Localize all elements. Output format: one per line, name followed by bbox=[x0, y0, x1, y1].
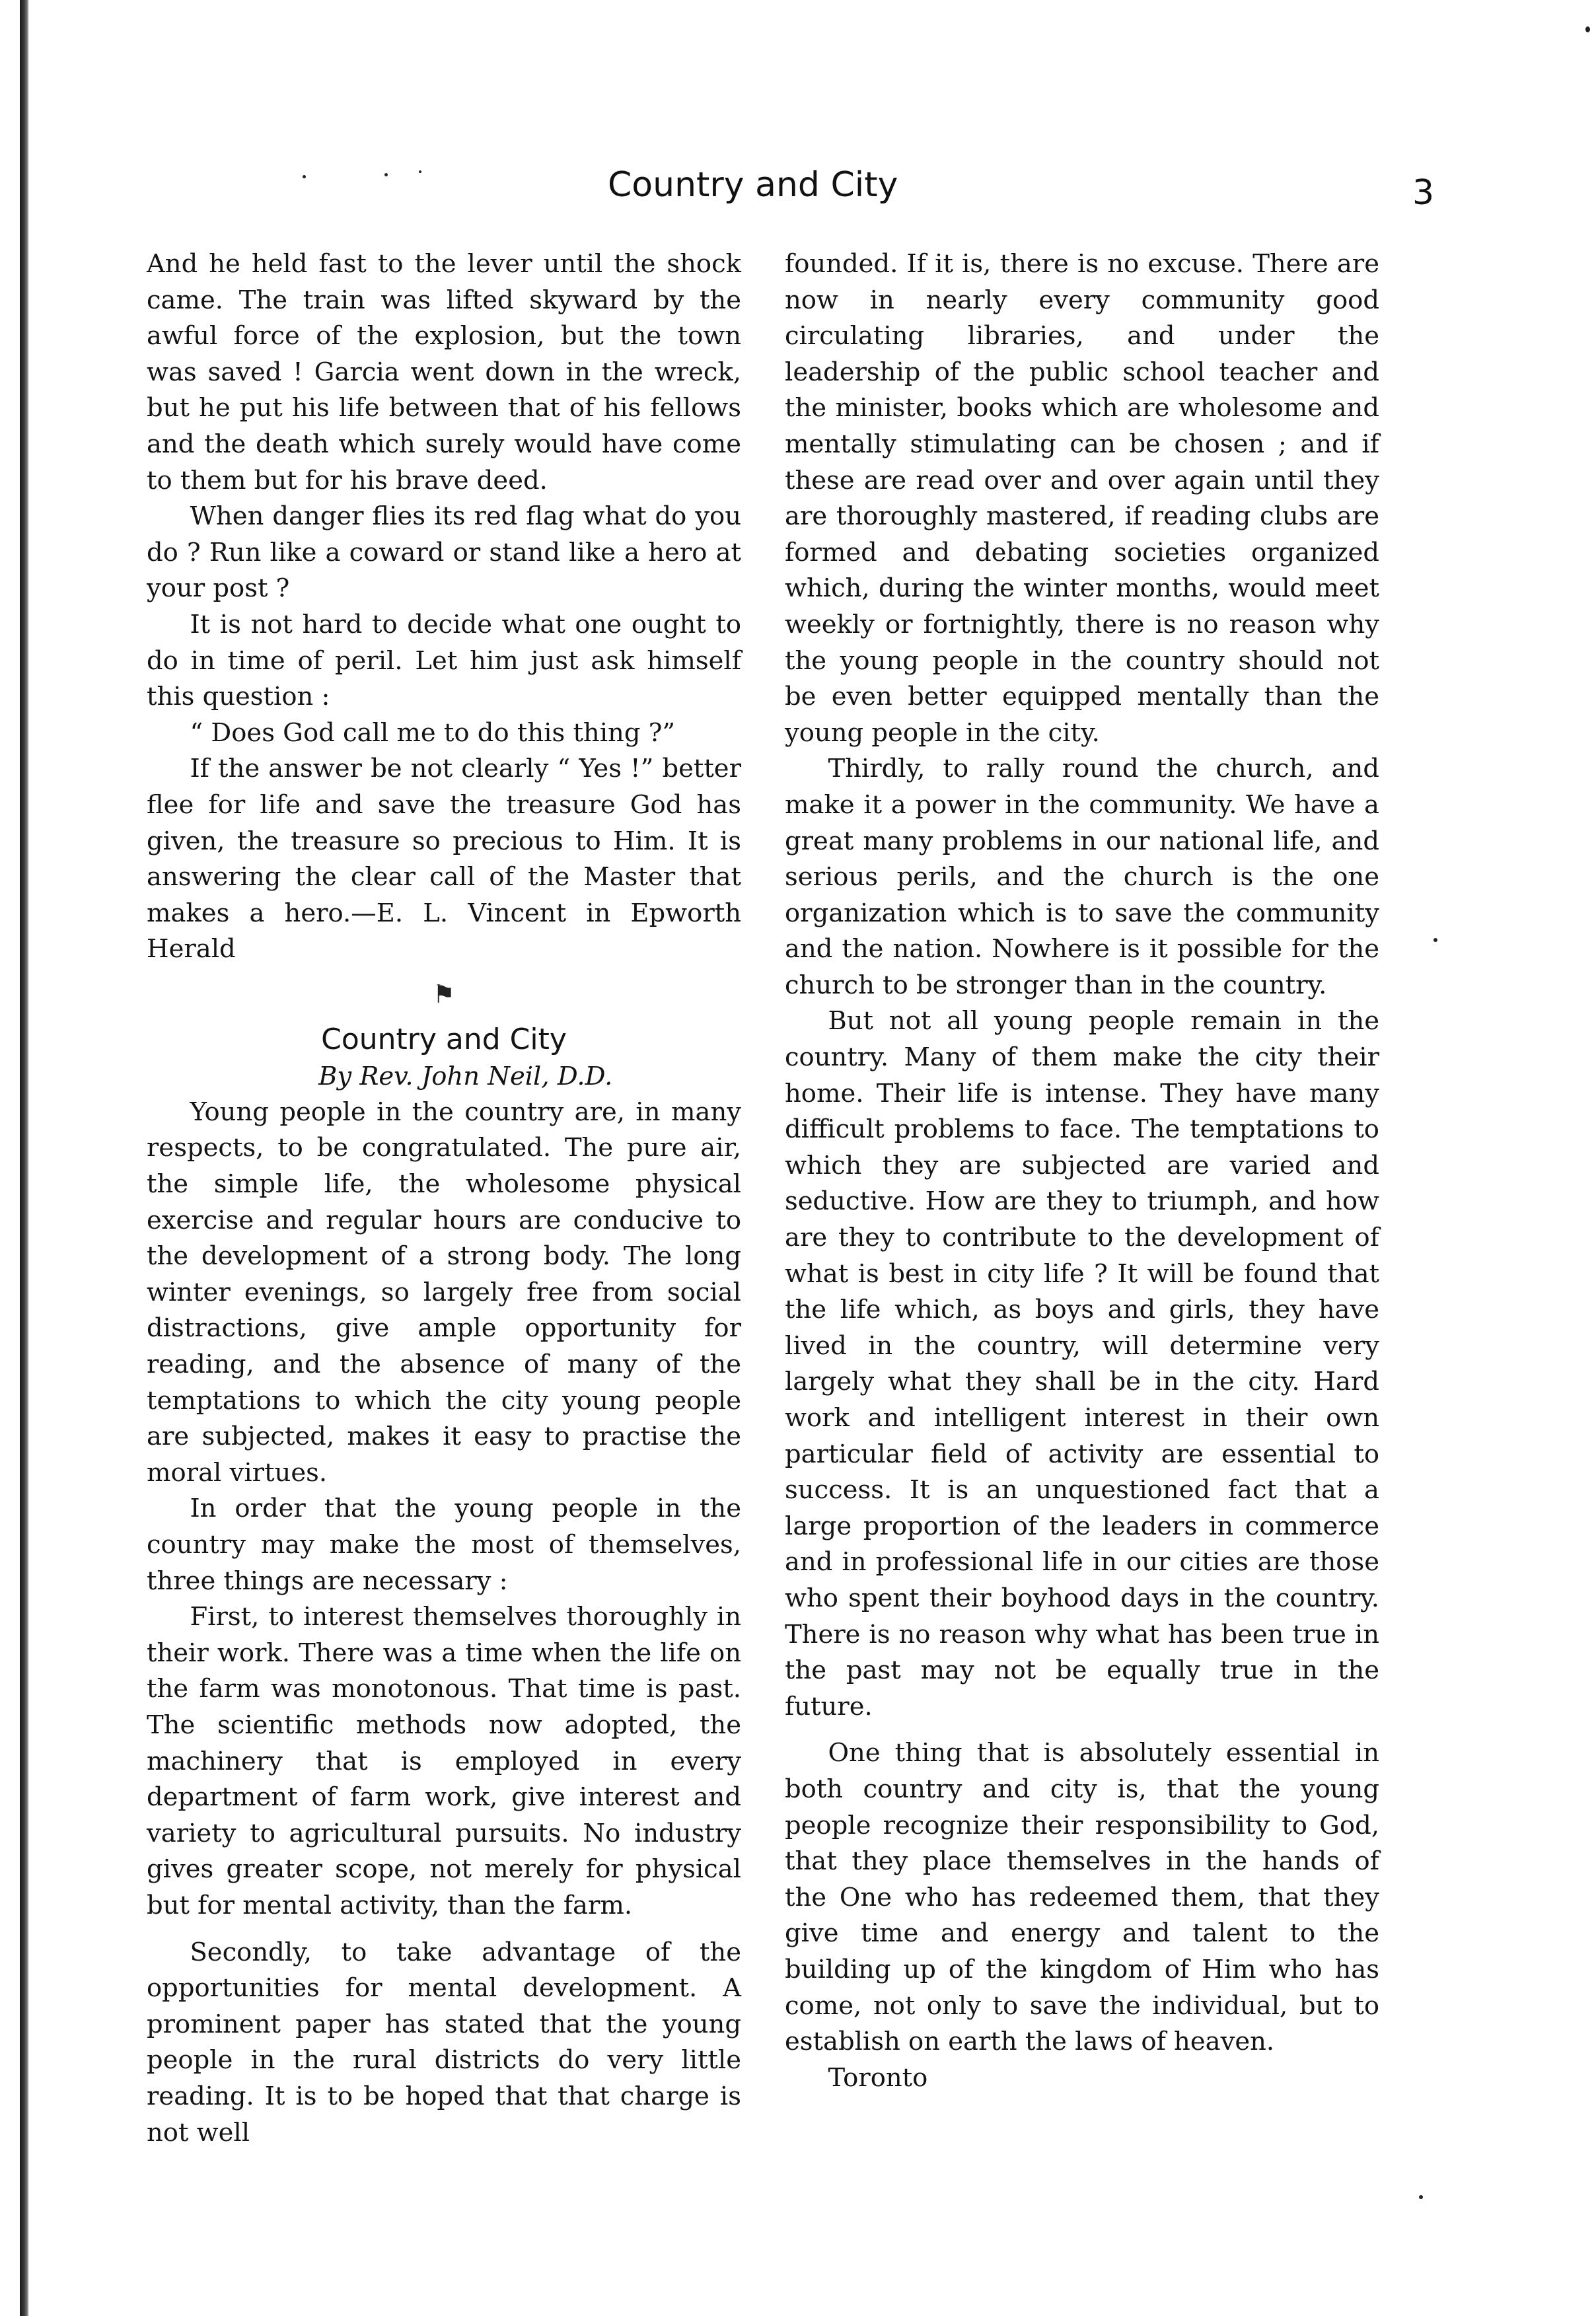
article-byline: By Rev. John Neil, D.D. bbox=[318, 1061, 613, 1091]
right-column bbox=[785, 246, 1379, 2096]
page-binding-edge bbox=[20, 0, 29, 2316]
article-paragraph: Thirdly, to rally round the church, and make it a power in the community. We have a great many problems in our national life, and serious perils, and the church is the one organization which is to save the community and the nation. Nowhere is it possible for the church to be stronger than in the country. bbox=[785, 754, 1379, 1000]
print-speck bbox=[419, 170, 421, 173]
article-title: Country and City bbox=[321, 1022, 567, 1056]
print-speck bbox=[303, 175, 306, 178]
page-header bbox=[0, 165, 1596, 218]
story-paragraph: It is not hard to decide what one ought to do in time of peril. Let him just ask himself this question : bbox=[147, 609, 741, 712]
story-paragraph: “ Does God call me to do this thing ?” bbox=[190, 717, 676, 748]
print-speck bbox=[384, 173, 388, 176]
section-ornament: ⚑ bbox=[432, 979, 456, 1009]
article-paragraph: First, to interest themselves thoroughly in their work. There was a time when the life on the farm was monotonous. That time is past. The scientific methods now adopted, the machinery that is employed in every department of farm work, give interest and variety to agricultural pursuits. No industry gives greater scope, not merely for physical but for mental activity, than the farm. bbox=[147, 1602, 741, 1920]
story-paragraph: When danger flies its red flag what do you do ? Run like a coward or stand like a hero at your post ? bbox=[147, 501, 741, 604]
article-paragraph: One thing that is absolutely essential in both country and city is, that the young people recognize their responsibility to God, that they place themselves in the hands of the One who has redeemed them, that they give time and energy and talent to the building up of the kingdom of Him who has come, not only to save the individual, but to establish on earth the laws of heaven. bbox=[785, 1738, 1379, 2057]
article-signoff: Toronto bbox=[828, 2062, 928, 2093]
print-speck bbox=[1419, 2195, 1423, 2199]
print-speck bbox=[1585, 26, 1590, 32]
print-speck bbox=[1433, 938, 1437, 942]
running-title: Country and City bbox=[608, 165, 898, 205]
article-paragraph: founded. If it is, there is no excuse. There are now in nearly every community good circulating libraries, and under the leadership of the public school teacher and the minister, books which are wholesome and mentally stimulating can be chosen ; and if these are read over and over again until they are thoroughly mastered, if reading clubs are formed and debating societies organized which, during the winter months, would meet weekly or fortnightly, there is no reason why the young people in the country should not be even better equipped mentally than the young people in the city. bbox=[785, 249, 1379, 748]
article-paragraph: But not all young people remain in the country. Many of them make the city their home. Their life is intense. They have many difficult problems to face. The temptations to which they are subjected are varied and seductive. How are they to triumph, and how are they to contribute to the development of what is best in city life ? It will be found that the life which, as boys and girls, they have lived in the country, will determine very largely what they shall be in the city. Hard work and intelligent interest in their own particular field of activity are essential to success. It is an unquestioned fact that a large proportion of the leaders in commerce and in professional life in our cities are those who spent their boyhood days in the country. There is no reason why what has been true in the past may not be equally true in the future. bbox=[785, 1006, 1379, 1721]
article-paragraph: Young people in the country are, in many respects, to be congratulated. The pure air, the simple life, the wholesome physical exercise and regular hours are conducive to the development of a strong body. The long winter evenings, so largely free from social distractions, give ample opportunity for reading, and the absence of many of the temptations to which the city young people are subjected, makes it easy to practise the moral virtues. bbox=[147, 1097, 741, 1488]
article-paragraph: In order that the young people in the country may make the most of themselves, three things are necessary : bbox=[147, 1494, 741, 1596]
page-number: 3 bbox=[1412, 173, 1435, 213]
story-paragraph: If the answer be not clearly “ Yes !” better flee for life and save the treasure God has given, the treasure so precious to Him. It is answering the clear call of the Master that makes a hero.—E. L. Vincent in Epworth Herald bbox=[147, 754, 741, 964]
left-column bbox=[147, 246, 741, 2151]
article-paragraph: Secondly, to take advantage of the opportunities for mental development. A prominent paper has stated that the young people in the rural districts do very little reading. It is to be hoped that that charge is not well bbox=[147, 1937, 741, 2148]
story-paragraph: And he held fast to the lever until the shock came. The train was lifted skyward by the awful force of the explosion, but the town was saved ! Garcia went down in the wreck, but he put his life between that of his fellows and the death which surely would have come to them but for his brave deed. bbox=[147, 249, 741, 495]
